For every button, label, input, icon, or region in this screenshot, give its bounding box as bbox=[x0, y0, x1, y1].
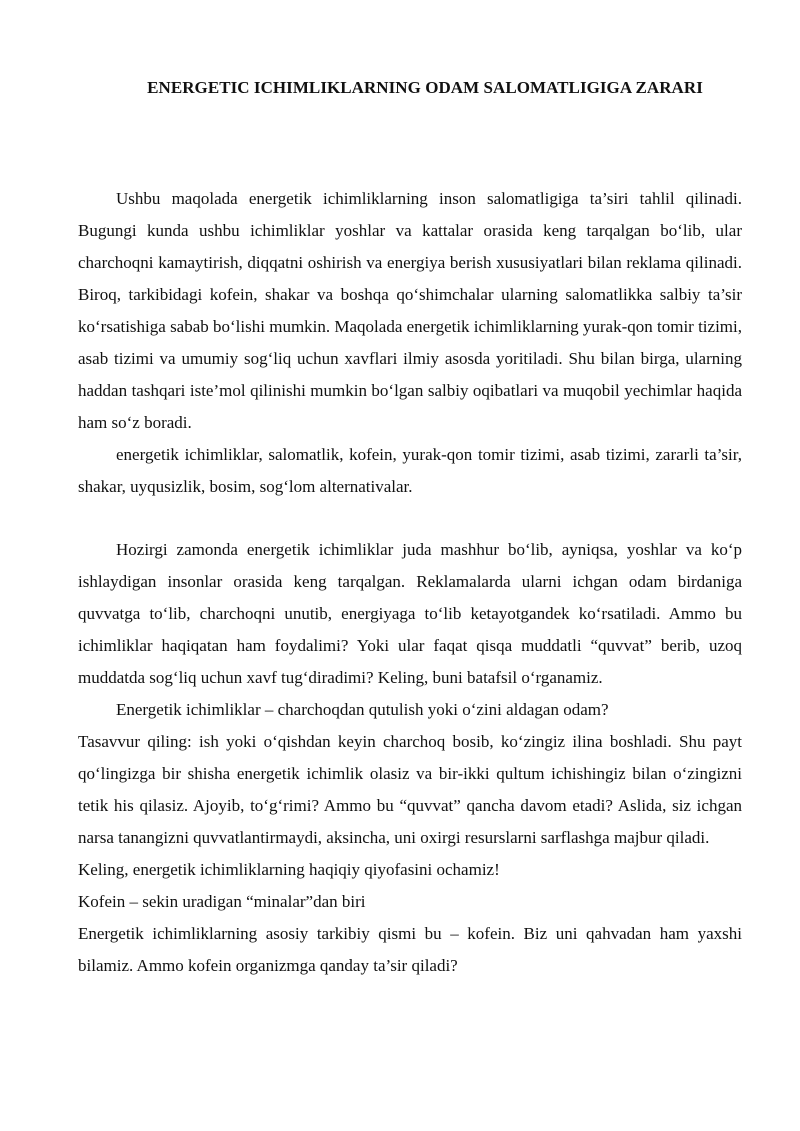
keywords-paragraph: energetik ichimliklar, salomatlik, kofein, yurak-qon tomir tizimi, asab tizimi, zararli ta’sir, shakar, uyqusizlik, bosim, sog‘lom alternativalar. bbox=[78, 445, 742, 496]
intro-paragraph: Hozirgi zamonda energetik ichimliklar juda mashhur bo‘lib, ayniqsa, yoshlar va ko‘p ishlaydigan insonlar orasida keng tarqalgan. Reklamalarda ularni ichgan odam birdaniga quvvatga to‘lib, charchoqni unutib, energiyaga to‘lib ketayotgandek ko‘rsatiladi. Ammo bu ichimliklar haqiqatan ham foydalimi? Yoki ular faqat qisqa muddatli “quvvat” berib, uzoq muddatda sog‘liq uchun xavf tug‘diradimi? Keling, buni batafsil o‘rganamiz. bbox=[78, 540, 742, 687]
section1-closing: Keling, energetik ichimliklarning haqiqiy qiyofasini ochamiz! bbox=[78, 860, 500, 879]
section1-heading: Energetik ichimliklar – charchoqdan qutulish yoki o‘zini aldagan odam? bbox=[116, 700, 609, 719]
abstract-paragraph: Ushbu maqolada energetik ichimliklarning inson salomatligiga ta’siri tahlil qilinadi. Bugungi kunda ushbu ichimliklar yoshlar va kattalar orasida keng tarqalgan bo‘lib, ular charchoqni kamaytirish, diqqatni oshirish va energiya berish xususiyatlari bilan reklama qilinadi. Biroq, tarkibidagi kofein, shakar va boshqa qo‘shimchalar ularning salomatlikka salbiy ta’sir ko‘rsatishiga sabab bo‘lishi mumkin. Maqolada energetik ichimliklarning yurak-qon tomir tizimi, asab tizimi va umumiy sog‘liq uchun xavflari ilmiy asosda yoritiladi. Shu bilan birga, ularning haddan tashqari iste’mol qilinishi mumkin bo‘lgan salbiy oqibatlari va muqobil yechimlar haqida ham so‘z boradi. bbox=[78, 189, 742, 432]
document-page bbox=[78, 0, 742, 982]
document-title: ENERGETIC ICHIMLIKLARNING ODAM SALOMATLIGIGA ZARARI bbox=[147, 78, 703, 97]
section2-paragraph: Energetik ichimliklarning asosiy tarkibiy qismi bu – kofein. Biz uni qahvadan ham yaxshi bilamiz. Ammo kofein organizmga qanday ta’sir qiladi? bbox=[78, 924, 742, 975]
section2-heading: Kofein – sekin uradigan “minalar”dan biri bbox=[78, 892, 366, 911]
section1-paragraph: Tasavvur qiling: ish yoki o‘qishdan keyin charchoq bosib, ko‘zingiz ilina boshladi. Shu payt qo‘lingizga bir shisha energetik ichimlik olasiz va bir-ikki qultum ichishingiz bilan o‘zingizni tetik his qilasiz. Ajoyib, to‘g‘rimi? Ammo bu “quvvat” qancha davom etadi? Aslida, siz ichgan narsa tanangizni quvvatlantirmaydi, aksincha, uni oxirgi resurslarni sarflashga majbur qiladi. bbox=[78, 732, 742, 847]
section-spacer bbox=[78, 503, 742, 534]
title-spacer bbox=[78, 100, 742, 183]
